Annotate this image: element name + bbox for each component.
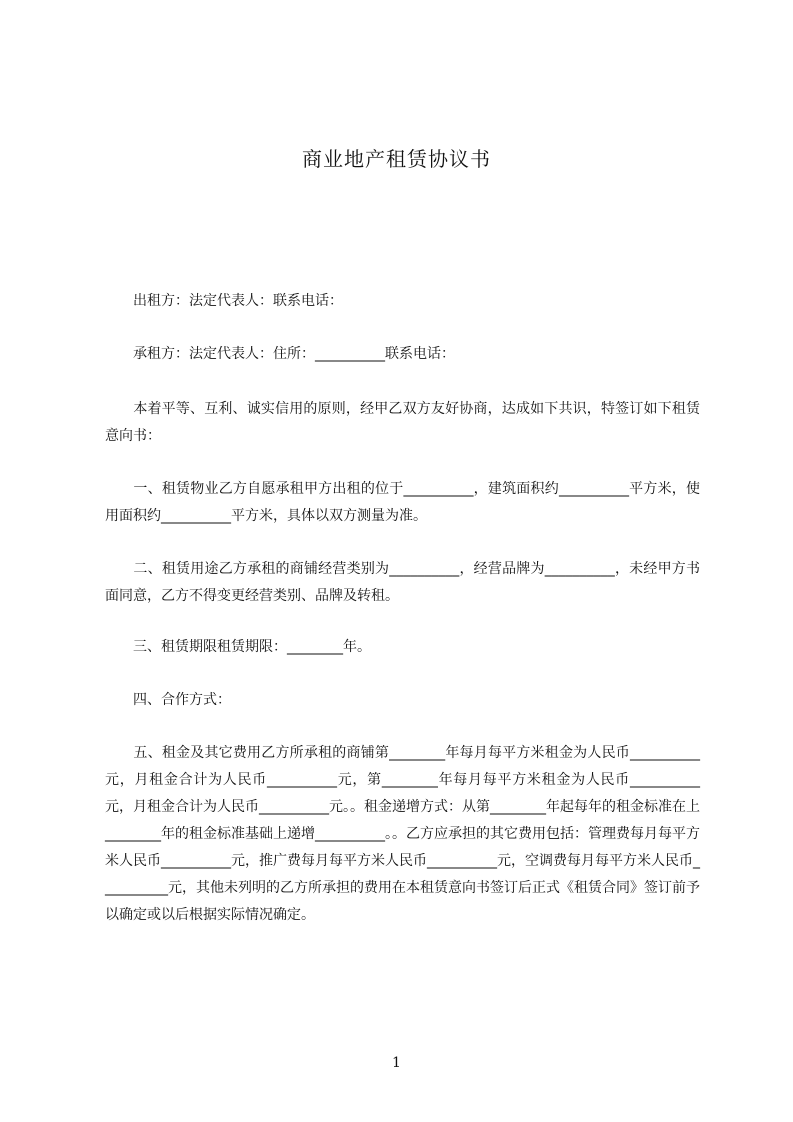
clause-1-leased-property: 一、租赁物业乙方自愿承租甲方出租的位于__________，建筑面积约__________平方米，使用面积约__________平方米，具体以双方测量为准。 [105,481,700,524]
clause-5-rent-and-fees: 五、租金及其它费用乙方所承租的商铺第________年每月每平方米租金为人民币__________元，月租金合计为人民币__________元，第________年每月每平方米租金为人民币__________元，月租金合计为人民币__________元。。租金递增方式：从第________年起每年的租金标准在上________年的租金标准基础上递增__________。。乙方应承担的其它费用包括：管理费每月每平方米人民币__________元，推广费每月每平方米人民币__________元，空调费每月每平方米人民币__________元，其他未列明的乙方所承担的费用在本租赁意向书签订后正式《租赁合同》签订前予以确定或以后根据实际情况确定。 [105,745,700,923]
page-number: 1 [392,1055,401,1071]
lessee-line: 承租方：法定代表人：住所：__________联系电话： [105,346,455,362]
preamble-paragraph: 本着平等、互利、诚实信用的原则，经甲乙双方友好协商，达成如下共识，特签订如下租赁意向书： [105,401,700,444]
clause-3-lease-term: 三、租赁期限租赁期限：________年。 [105,639,371,655]
clause-4-cooperation: 四、合作方式： [105,692,231,708]
document-title: 商业地产租赁协议书 [302,147,491,171]
lessor-line: 出租方：法定代表人：联系电话： [105,293,343,309]
clause-2-lease-purpose: 二、租赁用途乙方承租的商铺经营类别为__________，经营品牌为__________，未经甲方书面同意，乙方不得变更经营类别、品牌及转租。 [105,561,700,604]
